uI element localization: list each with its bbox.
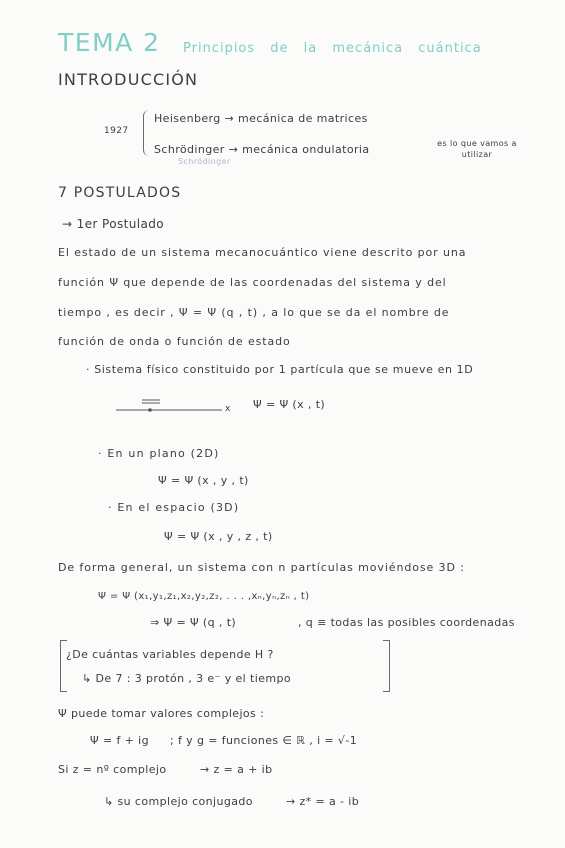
history-pale-name: Schrödinger — [178, 157, 231, 166]
general-formula2-note: , q ≡ todas las posibles coordenadas — [298, 616, 515, 629]
question-answer: ↳ De 7 : 3 protón , 3 e⁻ y el tiempo — [82, 672, 291, 685]
intro-heading: INTRODUCCIÓN — [58, 70, 199, 89]
postulados-heading: 7 POSTULADOS — [58, 185, 182, 201]
first-postulate: → 1er Postulado — [62, 217, 164, 231]
para1-line2: función Ψ que depende de las coordenadas del sistema y del — [58, 276, 447, 289]
question-box-right — [383, 640, 390, 692]
general-line: De forma general, un sistema con n partículas moviéndose 3D : — [58, 561, 465, 574]
complex-formula: Ψ = f + ig — [90, 734, 149, 747]
complex-line2-b: → z = a + ib — [200, 763, 273, 776]
complex-formula-note: ; f y g = funciones ∈ ℝ , i = √-1 — [170, 734, 358, 747]
sistema-line: · Sistema físico constituido por 1 partícula que se mueve en 1D — [86, 363, 474, 376]
espacio-formula: Ψ = Ψ (x , y , z , t) — [164, 530, 273, 543]
page-subtitle: Principios de la mecánica cuántica — [183, 41, 482, 56]
general-formula2: ⇒ Ψ = Ψ (q , t) — [150, 616, 237, 629]
general-formula1: Ψ = Ψ (x₁,y₁,z₁,x₂,y₂,z₂, . . . ,xₙ,yₙ,zₙ , t) — [98, 591, 310, 602]
plano-formula: Ψ = Ψ (x , y , t) — [158, 474, 249, 487]
para1-line1: El estado de un sistema mecanocuántico viene descrito por una — [58, 246, 467, 259]
complex-line3-a: ↳ su complejo conjugado — [104, 795, 253, 808]
sistema-formula: Ψ = Ψ (x , t) — [253, 398, 326, 411]
complex-line1: Ψ puede tomar valores complejos : — [58, 707, 265, 720]
history-brace — [143, 110, 152, 156]
complex-line2-a: Si z = nº complejo — [58, 763, 167, 776]
history-note: es lo que vamos a utilizar — [437, 139, 517, 159]
plano-label: · En un plano (2D) — [98, 447, 220, 460]
espacio-label: · En el espacio (3D) — [108, 501, 240, 514]
complex-line3-b: → z* = a - ib — [286, 795, 360, 808]
history-heisenberg: Heisenberg → mecánica de matrices — [154, 112, 368, 125]
question-text: ¿De cuántas variables depende H ? — [66, 648, 274, 661]
para1-line4: función de onda o función de estado — [58, 335, 291, 348]
axis-label-x: x — [225, 404, 231, 414]
para1-line3: tiempo , es decir , Ψ = Ψ (q , t) , a lo que se da el nombre de — [58, 306, 450, 319]
history-schrodinger: Schrödinger → mecánica ondulatoria — [154, 143, 370, 156]
page-title: TEMA 2 — [58, 28, 161, 57]
history-year: 1927 — [104, 126, 129, 136]
